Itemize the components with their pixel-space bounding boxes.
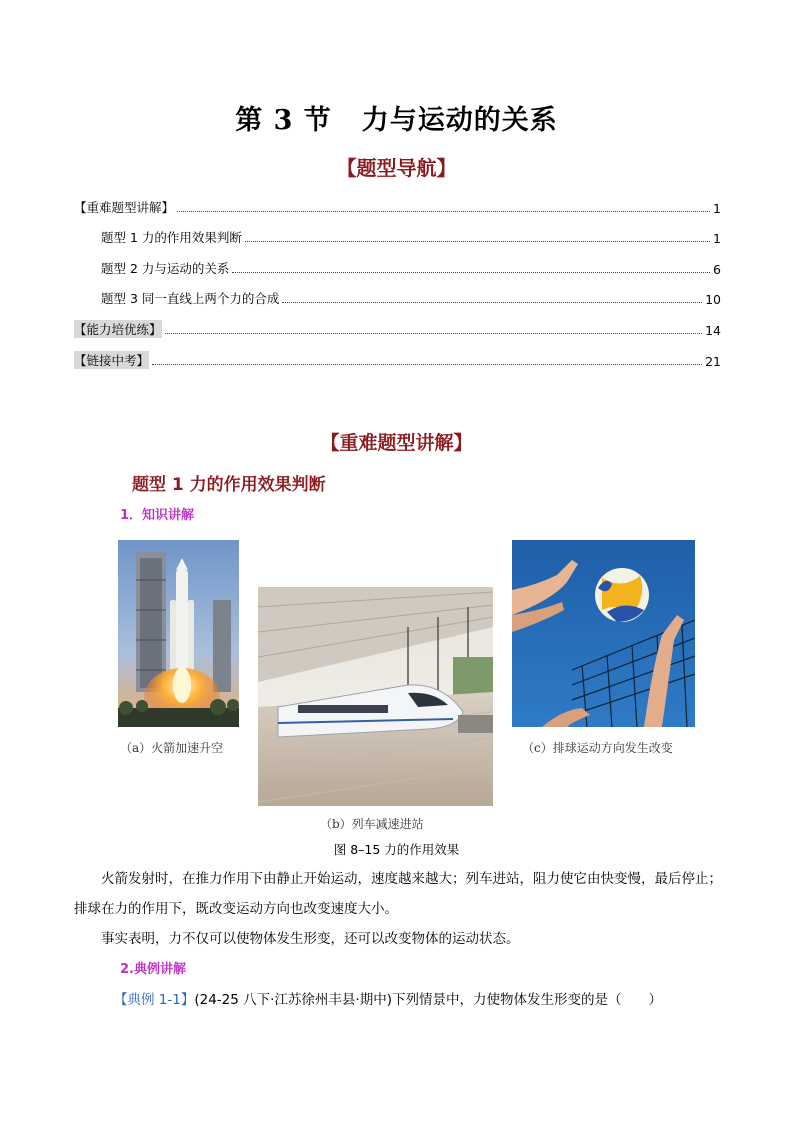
toc-entry[interactable] (101, 228, 721, 246)
toc-label: 【重难题型讲解】 (74, 200, 175, 215)
toc-label: 题型 1 力的作用效果判断 (101, 230, 242, 245)
caption-b: （b）列车减速进站 (320, 817, 424, 831)
toc-leader (177, 211, 710, 212)
caption-c: （c）排球运动方向发生改变 (522, 741, 673, 755)
toc-entry[interactable] (74, 198, 721, 216)
paragraph: 火箭发射时，在推力作用下由静止开始运动，速度越来越大；列车进站，阻力使它由快变慢，最后停止；排球在力的作用下，既改变运动方向也改变速度大小。 (74, 871, 722, 917)
toc-label: 题型 3 同一直线上两个力的合成 (101, 291, 280, 306)
toc-label: 题型 2 力与运动的关系 (101, 261, 230, 276)
page-title (0, 98, 793, 137)
toc-entry[interactable] (74, 351, 721, 369)
knowledge-heading: 1．知识讲解 (120, 508, 195, 523)
caption-a: （a）火箭加速升空 (120, 741, 224, 755)
figure-title: 图 8–15 力的作用效果 (333, 842, 460, 857)
toc-page: 1 (713, 201, 721, 216)
toc-page: 6 (713, 262, 721, 277)
toc-leader (165, 333, 703, 334)
toc-page: 1 (713, 231, 721, 246)
toc-entry[interactable] (74, 320, 721, 338)
train-photo (258, 587, 493, 806)
toc-page: 10 (705, 292, 721, 307)
toc-entry[interactable] (101, 289, 721, 307)
volleyball-photo (512, 540, 695, 727)
toc-leader (282, 302, 702, 303)
example-text: (24-25 八下·江苏徐州丰县·期中)下列情景中，力使物体发生形变的是（ ） (194, 992, 662, 1008)
toc-leader (245, 241, 710, 242)
example-heading: 2.典例讲解 (120, 962, 186, 977)
toc-leader (232, 272, 710, 273)
toc-leader (152, 364, 702, 365)
toc-page: 21 (705, 354, 721, 369)
toc-page: 14 (705, 323, 721, 338)
paragraph: 事实表明，力不仅可以使物体发生形变，还可以改变物体的运动状态。 (101, 931, 520, 947)
example-tag: 【典例 1-1】 (114, 992, 195, 1008)
rocket-photo (118, 540, 239, 727)
section-heading: 【重难题型讲解】 (320, 432, 473, 454)
example-question (114, 988, 662, 1008)
toc-entry[interactable] (101, 259, 721, 277)
nav-heading: 【题型导航】 (336, 156, 457, 180)
topic-heading: 题型 1 力的作用效果判断 (132, 475, 326, 495)
body-text (74, 864, 722, 954)
toc-label: 【能力培优练】 (74, 322, 162, 337)
toc-label: 【链接中考】 (74, 353, 150, 368)
section-number: 第 3 节 (235, 105, 332, 136)
section-name: 力与运动的关系 (361, 105, 558, 136)
